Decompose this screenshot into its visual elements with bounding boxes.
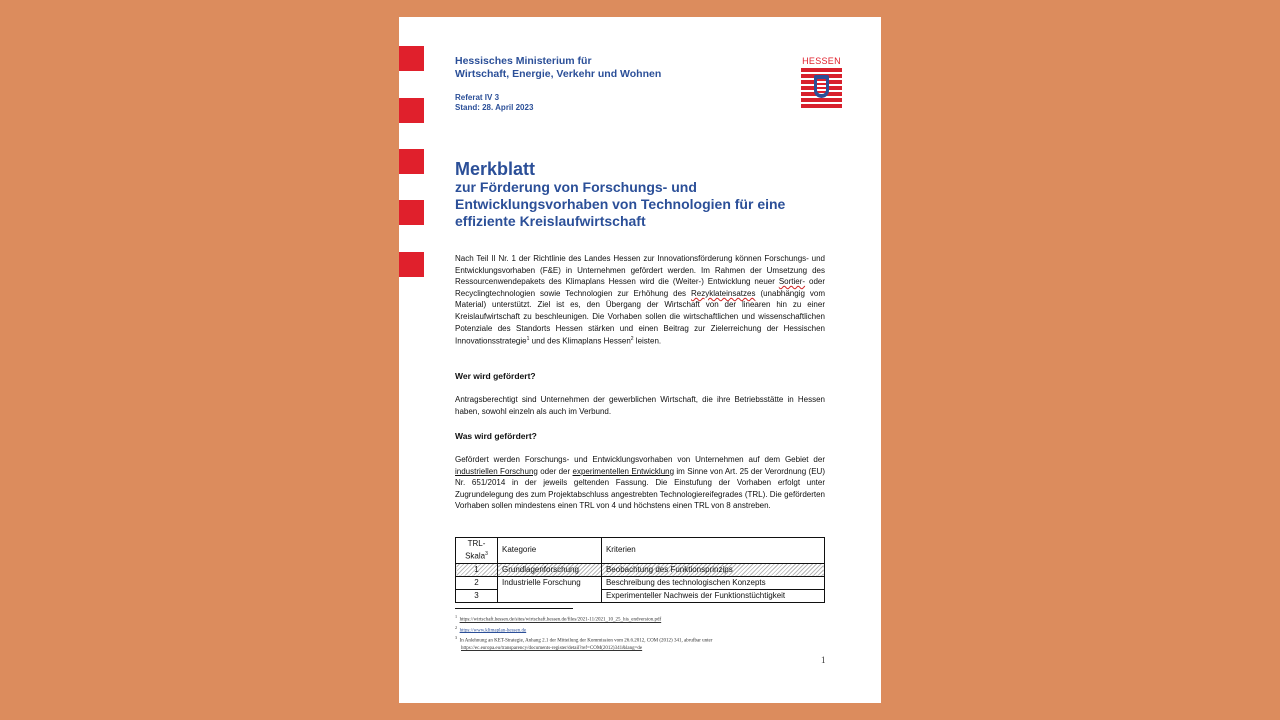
trl-header: TRL-Skala$^3$: [456, 538, 498, 564]
footnote-1: $^1$ https://wirtschaft.hessen.de/sites/wirtschaft.hessen.de/files/2021-11/2021_10_25_his_endversion.pdf: [455, 614, 662, 623]
who-paragraph: Antragsberechtigt sind Unternehmen der gewerblichen Wirtschaft, die ihre Betriebsstätte in Hessen haben, sowohl einzeln als auch im Verbund.: [455, 395, 825, 416]
title-block: [455, 159, 785, 230]
trl-cell: 2: [456, 576, 498, 589]
subtitle-line-1: zur Förderung von Forschungs- und: [455, 179, 697, 195]
footnote-3-link-row: [455, 645, 835, 652]
red-margin-bar: [399, 200, 424, 225]
ministry-name: [455, 55, 661, 81]
kategorie-header: Kategorie: [498, 538, 602, 564]
subtitle-line-3: effiziente Kreislaufwirtschaft: [455, 213, 646, 229]
red-margin-bar: [399, 98, 424, 123]
hessen-logo-text: HESSEN: [802, 56, 841, 66]
trl-cell: 1: [456, 563, 498, 576]
kriterien-cell: Beobachtung des Funktionsprinzips: [601, 563, 824, 576]
ministry-line-2: Wirtschaft, Energie, Verkehr und Wohnen: [455, 68, 662, 80]
footnote-2: $^2$ https://www.klimaplan-hessen.de: [455, 624, 527, 634]
coat-of-arms-icon: [814, 75, 829, 98]
kriterien-cell: Experimenteller Nachweis der Funktionstüchtigkeit: [601, 589, 824, 602]
referat-label: Referat IV 3: [455, 93, 500, 102]
heading-who: Wer wird gefördert?: [455, 371, 536, 381]
kategorie-cell: Grundlagenforschung: [498, 563, 602, 576]
footnote-3: $^3$ In Anlehnung an KET-Strategie, Anhang 2.1 der Mitteilung der Kommission vom 26.6.2012, COM (2012) 341, abrufbar unter: [455, 635, 713, 644]
referat-info: [455, 93, 533, 113]
heading-what: Was wird gefördert?: [455, 431, 537, 441]
ministry-line-1: Hessisches Ministerium für: [455, 55, 592, 67]
footnote-divider: [455, 608, 573, 609]
intro-paragraph: Nach Teil II Nr. 1 der Richtlinie des Landes Hessen zur Innovationsförderung können Forschungs- und Entwicklungsvorhaben (F&E) in Unternehmen gefördert werden. Im Rahmen der Umsetzung des Ressourcenwendepakets des Klimaplans Hessen wird die (Weiter-) Entwicklung neuer Sortier- oder Recyclingtechnologien sowie Technologien zur Erhöhung des Rezyklateinsatzes (unabhängig vom Material) unterstützt. Ziel ist es, den Übergang der Wirtschaft von der linearen hin zu einer Kreislaufwirtschaft zu beschleunigen. Die Vorhaben sollen die wirtschaftlichen und wissenschaftlichen Potenziale des Standorts Hessen stärken und einen Beitrag zur Zielerreichung der Hessischen Innovationsstrategie$^1$ und des Klimaplans Hessen$^2$ leisten.: [455, 254, 826, 346]
trl-table: [455, 537, 825, 603]
kategorie-cell: Industrielle Forschung: [498, 576, 602, 602]
page-number: 1: [821, 655, 826, 665]
trl-cell: 3: [456, 589, 498, 602]
footnotes: [455, 613, 835, 652]
footnote-1-link[interactable]: https://wirtschaft.hessen.de/sites/wirtschaft.hessen.de/files/2021-11/2021_10_25_his_endversion.pdf: [459, 617, 662, 623]
kriterien-cell: Beschreibung des technologischen Konzepts: [601, 576, 824, 589]
document-page: [399, 17, 881, 703]
footnote-2-link[interactable]: https://www.klimaplan-hessen.de: [459, 628, 527, 634]
what-paragraph: Gefördert werden Forschungs- und Entwicklungsvorhaben von Unternehmen auf dem Gebiet der industriellen Forschung oder der experimentellen Entwicklung im Sinne von Art. 25 der Verordnung (EU) Nr. 651/2014 in der jeweils geltenden Fassung. Die Einstufung der Vorhaben erfolgt unter Zugrundelegung des zum Projektabschluss angestrebten Technologiereifegrades (TRL). Die geförderten Vorhaben sollen mindestens einen TRL von 4 und höchstens einen TRL von 8 anstreben.: [455, 455, 825, 511]
kriterien-header: Kriterien: [601, 538, 824, 564]
hessen-stripes: [801, 68, 842, 108]
red-margin-bar: [399, 149, 424, 174]
table-row: [456, 576, 825, 589]
stand-date: Stand: 28. April 2023: [455, 103, 534, 112]
red-margin-bar: [399, 46, 424, 71]
red-margin-bar: [399, 252, 424, 277]
document-title: Merkblatt: [455, 159, 536, 179]
table-row: [456, 563, 825, 576]
hessen-logo: [801, 56, 842, 108]
footnote-3-link[interactable]: https://ec.europa.eu/transparency/documents-register/detail?ref=COM(2012)341&lang=de: [461, 645, 643, 651]
table-header-row: [456, 538, 825, 564]
subtitle-line-2: Entwicklungsvorhaben von Technologien für eine: [455, 196, 786, 212]
